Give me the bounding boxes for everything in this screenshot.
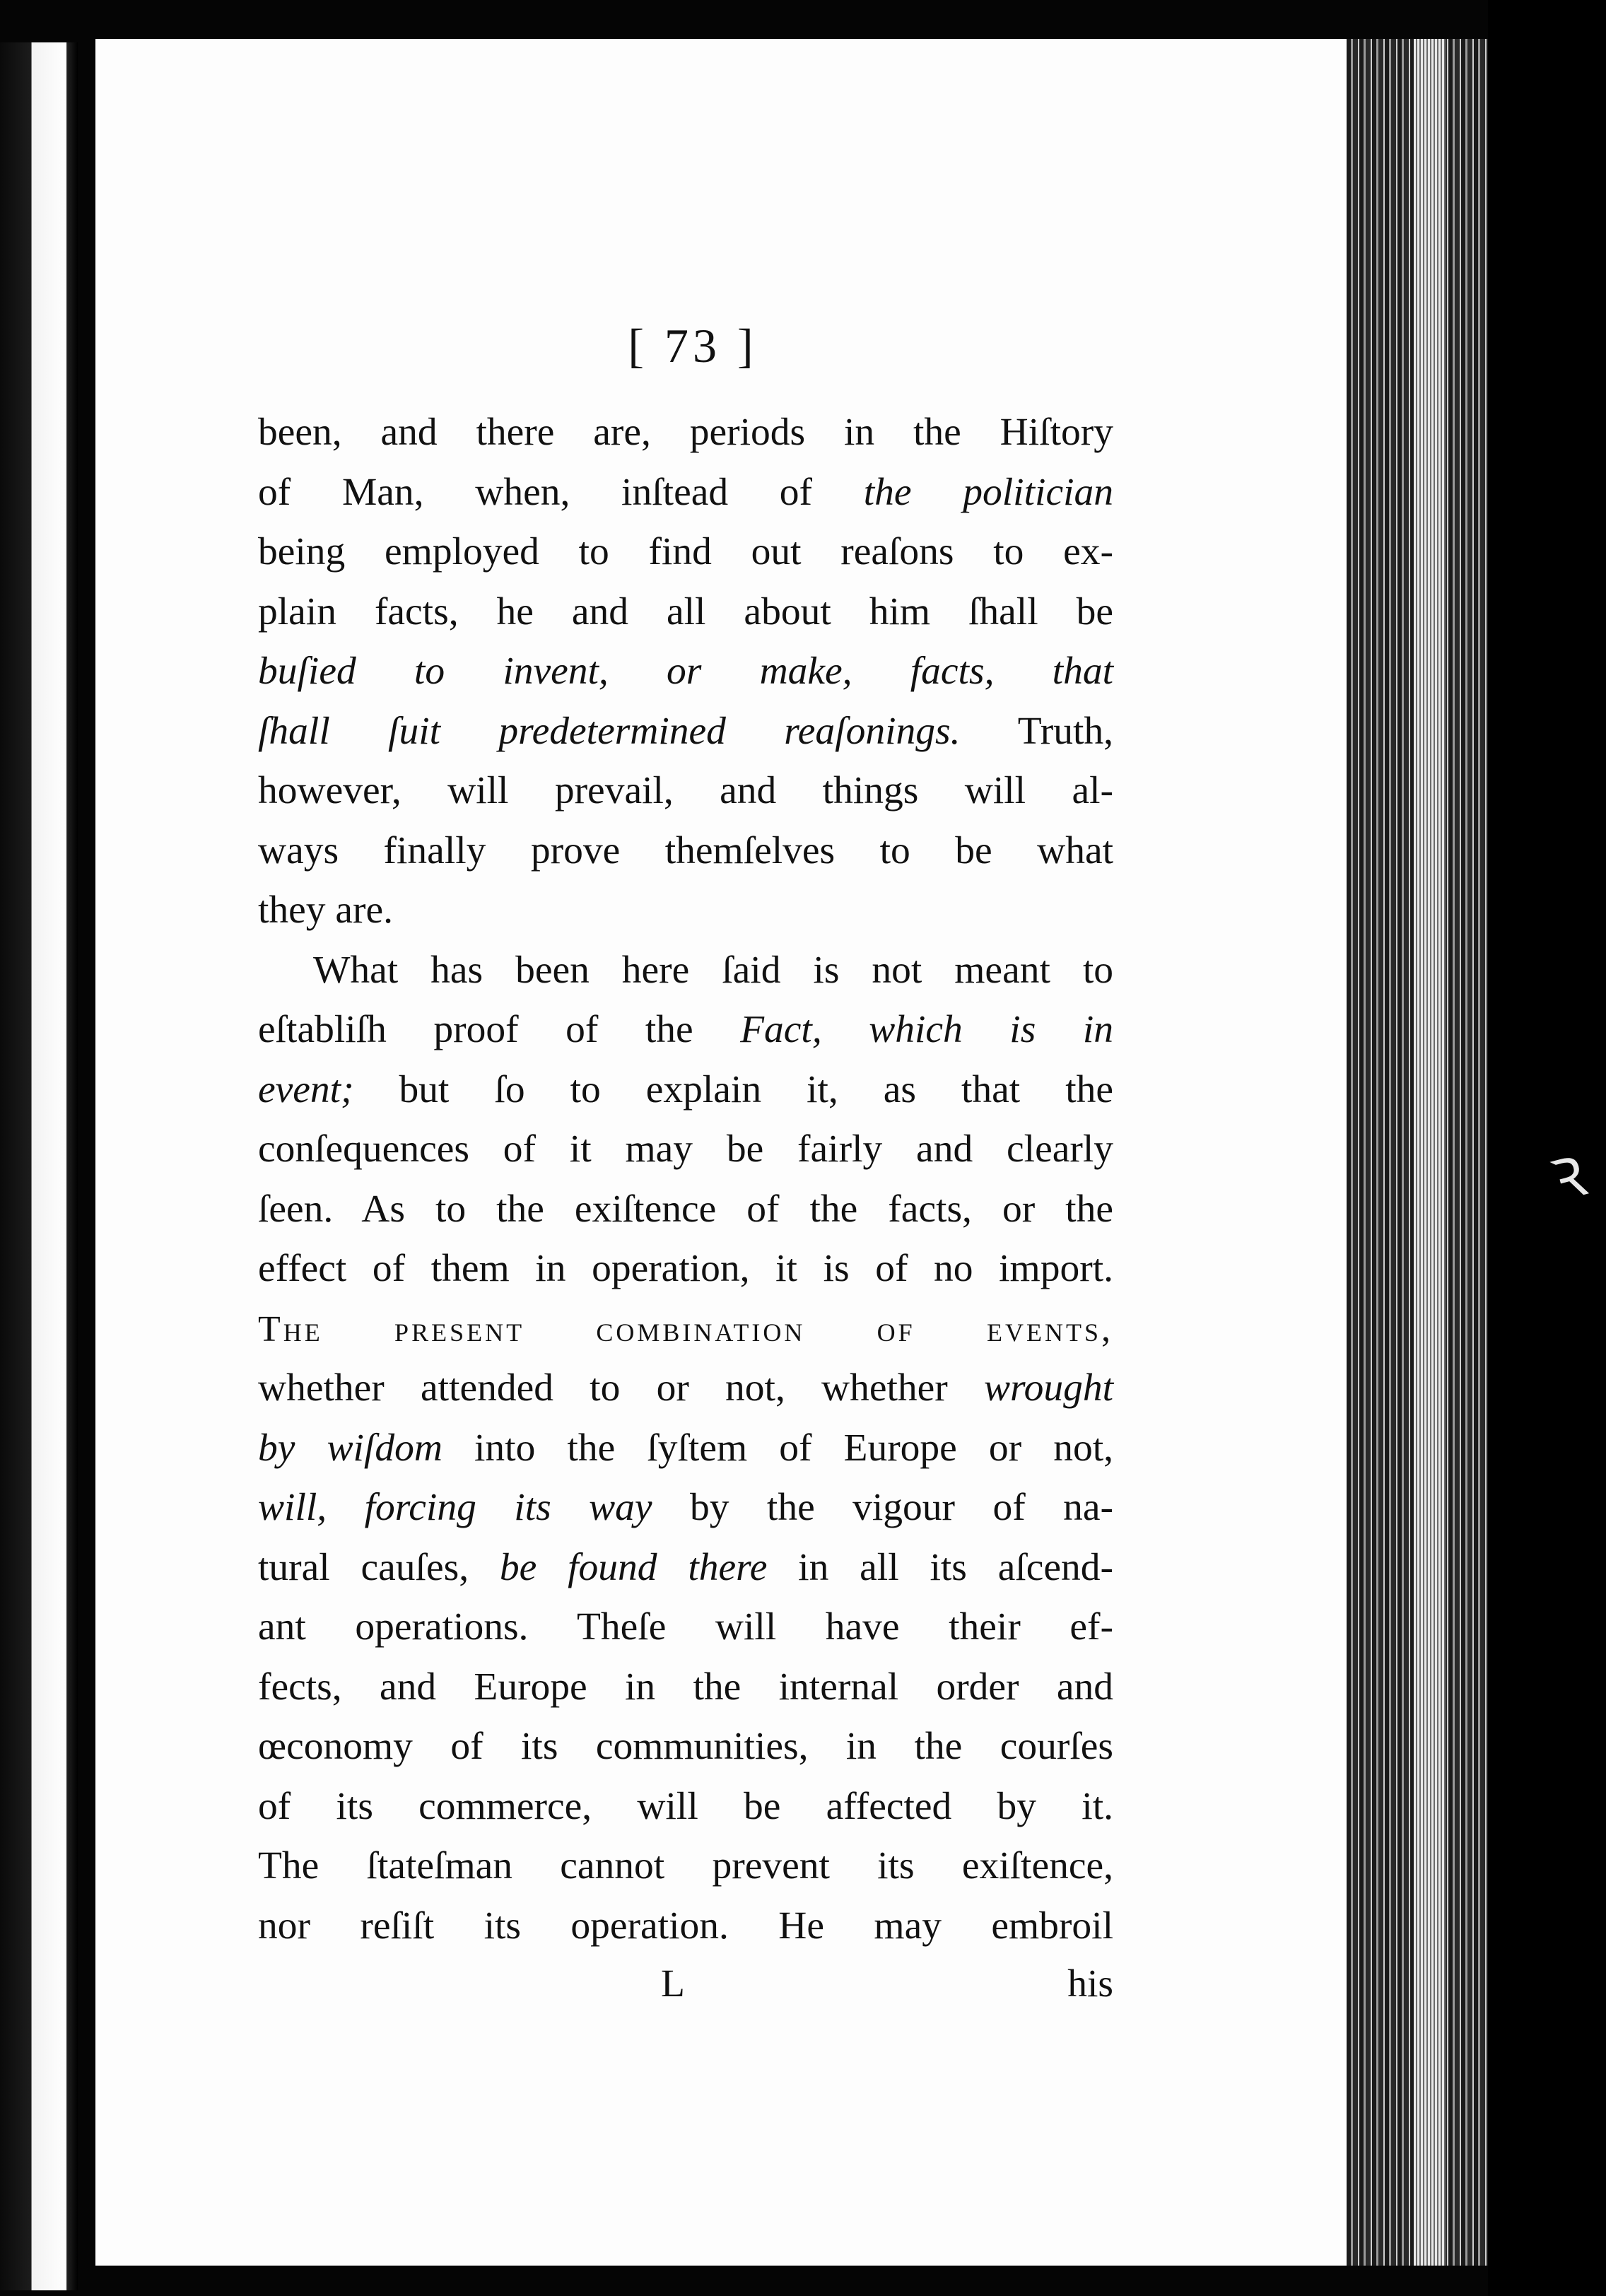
text-run: of its commerce, will be affected by it. <box>258 1784 1113 1828</box>
text-line <box>258 642 1113 702</box>
text-run: wrought <box>984 1366 1113 1410</box>
fore-edge-mark: Ꝛ <box>1544 1142 1593 1215</box>
text-line <box>258 1837 1113 1897</box>
text-run: the politician <box>863 470 1113 514</box>
signature-mark: L <box>661 1962 685 2005</box>
text-run: be found there <box>499 1545 768 1589</box>
text-run: Fact, which is in <box>740 1008 1113 1051</box>
text-run: but ſo to explain it, as that the <box>353 1067 1113 1111</box>
text-line <box>258 1419 1113 1479</box>
text-line <box>258 702 1113 762</box>
facing-page-edge <box>0 42 78 2290</box>
text-line <box>258 1897 1113 1957</box>
text-run: being employed to find out reaſons to ex- <box>258 530 1113 573</box>
text-run: ſhall ſuit predetermined reaſonings. <box>258 709 961 753</box>
text-line <box>258 582 1113 643</box>
text-line <box>258 1060 1113 1120</box>
text-line <box>258 1000 1113 1060</box>
text-line <box>258 821 1113 882</box>
text-run: eſtabliſh proof of the <box>258 1008 741 1051</box>
text-run: buſied to invent, or make, facts, that <box>258 650 1113 693</box>
text-run: by wiſdom <box>258 1426 442 1470</box>
text-run: ant operations. Theſe will have their ef- <box>258 1605 1113 1648</box>
text-run: conſequences of it may be fairly and clearly <box>258 1128 1113 1171</box>
text-run: been, and there are, periods in the Hiſtory <box>258 411 1113 454</box>
text-run: fects, and Europe in the internal order and <box>258 1665 1113 1709</box>
text-run: by the vigour of na- <box>652 1486 1113 1529</box>
text-line <box>258 1359 1113 1419</box>
page-number-header: [ 73 ] <box>628 319 758 373</box>
text-line <box>258 1180 1113 1240</box>
text-run: tural cauſes, <box>258 1545 500 1589</box>
page-footer <box>258 1962 1113 2025</box>
text-line <box>258 463 1113 523</box>
text-line <box>258 941 1113 1001</box>
text-run: nor reſiſt its operation. He may embroil <box>258 1904 1113 1948</box>
text-run: Truth, <box>960 709 1113 753</box>
text-line <box>258 1120 1113 1180</box>
text-line <box>258 1717 1113 1777</box>
text-run: into the ſyſtem of Europe or not, <box>442 1426 1114 1470</box>
text-run: What has been here ſaid is not meant to <box>313 948 1113 992</box>
text-line <box>258 761 1113 821</box>
text-run: The ſtateſman cannot prevent its exiſtence, <box>258 1844 1113 1887</box>
text-run: however, will prevail, and things will al- <box>258 769 1113 812</box>
text-run: will, forcing its way <box>258 1486 652 1529</box>
text-run: ſeen. As to the exiſtence of the facts, or the <box>258 1187 1113 1231</box>
text-run: of Man, when, inſtead of <box>258 470 864 514</box>
text-run: they are. <box>258 889 394 932</box>
text-run: in all its aſcend- <box>767 1545 1114 1589</box>
page-fore-edge-highlight <box>1414 39 1446 2266</box>
text-line <box>258 1598 1113 1658</box>
text-line <box>258 403 1113 463</box>
text-run: ways finally prove themſelves to be what <box>258 828 1113 872</box>
text-run: whether attended to or not, whether <box>258 1366 985 1410</box>
text-line <box>258 1658 1113 1718</box>
text-run: plain facts, he and all about him ſhall be <box>258 590 1113 633</box>
text-run: event; <box>258 1067 354 1111</box>
text-line <box>258 1538 1113 1598</box>
text-run: effect of them in operation, it is of no import. <box>258 1247 1113 1290</box>
text-run: The present combination of events, <box>258 1308 1113 1349</box>
text-run: œconomy of its communities, in the courſes <box>258 1725 1113 1768</box>
text-line <box>258 1299 1113 1359</box>
text-line <box>258 1478 1113 1538</box>
text-line <box>258 1777 1113 1837</box>
catchword: his <box>1067 1962 1113 2005</box>
body-text <box>258 403 1113 1956</box>
text-line <box>258 522 1113 582</box>
text-line <box>258 1239 1113 1299</box>
text-line <box>258 881 1113 941</box>
